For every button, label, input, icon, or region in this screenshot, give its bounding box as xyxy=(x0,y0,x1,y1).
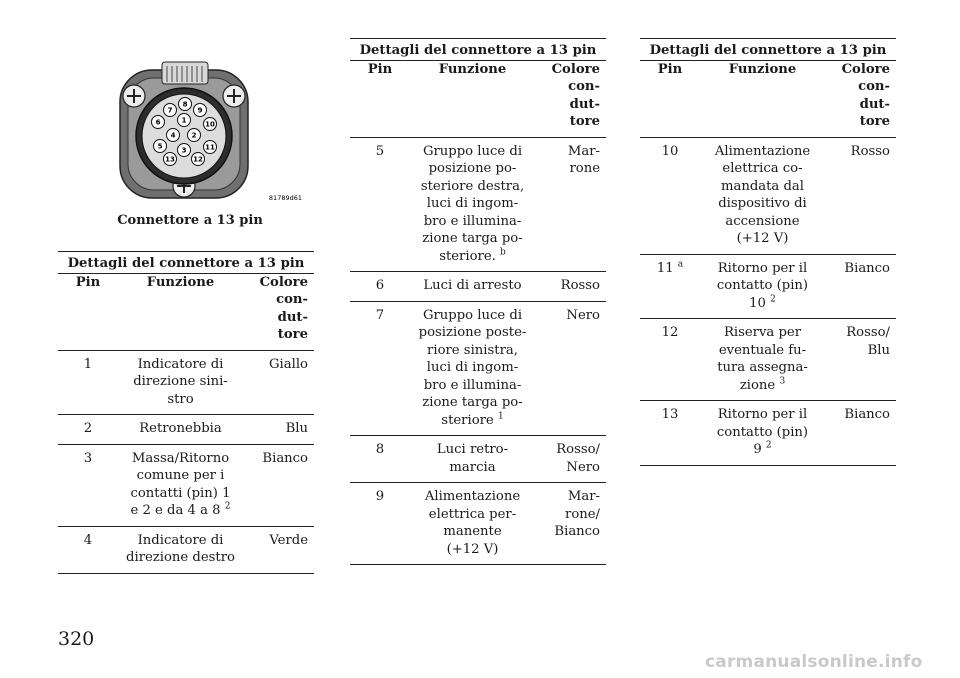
pin-number: 1 xyxy=(58,350,118,415)
pin-function: Luci retro- marcia xyxy=(410,436,535,483)
footnote-ref: 2 xyxy=(765,440,772,451)
table-row xyxy=(640,254,896,319)
table-row xyxy=(350,272,606,302)
wire-color: Verde xyxy=(243,526,314,573)
connector-figure xyxy=(100,56,320,206)
table-title: Dettagli del connettore a 13 pin xyxy=(350,39,606,61)
wire-color: Rosso/ Nero xyxy=(535,436,606,483)
footnote-ref: 3 xyxy=(779,376,786,387)
wire-color: Giallo xyxy=(243,350,314,415)
table-title: Dettagli del connettore a 13 pin xyxy=(640,39,896,61)
pin-number: 5 xyxy=(350,137,410,272)
table-title: Dettagli del connettore a 13 pin xyxy=(58,252,314,274)
header-colore: Colore con- dut- tore xyxy=(259,274,308,342)
pin-function: Massa/Ritorno comune per i contatti (pin) 1 e 2 e da 4 a 8 $^2$ xyxy=(118,444,243,526)
header-pin: Pin xyxy=(657,61,683,77)
screw-icon xyxy=(223,85,245,107)
wire-color: Bianco xyxy=(825,254,896,319)
pin-number: 4 xyxy=(58,526,118,573)
table-row xyxy=(58,526,314,573)
pin-function: Ritorno per il contatto (pin) 10 $^2$ xyxy=(700,254,825,319)
connector-pin-label: 3 xyxy=(181,146,187,155)
header-funzione: Funzione xyxy=(146,274,215,290)
pin-number: 13 xyxy=(640,401,700,466)
pin-number: 2 xyxy=(58,415,118,445)
connector-pin-label: 2 xyxy=(191,131,197,140)
footnote-ref: 2 xyxy=(224,501,231,512)
watermark: carmanualsonline.info xyxy=(705,652,923,672)
connector-pin-label: 9 xyxy=(197,106,203,115)
figure-caption: Connettore a 13 pin xyxy=(117,213,263,228)
table-row xyxy=(350,483,606,565)
pin-function: Indicatore di direzione destro xyxy=(118,526,243,573)
pin-function: Alimentazione elettrica co- mandata dal dispositivo di accensione (+12 V) xyxy=(700,137,825,254)
table-row xyxy=(350,137,606,272)
pin-number: 3 xyxy=(58,444,118,526)
pin-function: Luci di arresto xyxy=(410,272,535,302)
page-number: 320 xyxy=(58,628,95,650)
screw-icon xyxy=(123,85,145,107)
table-row xyxy=(640,137,896,254)
wire-color: Rosso xyxy=(535,272,606,302)
pin-number: 6 xyxy=(350,272,410,302)
table-row xyxy=(58,350,314,415)
pin-function: Alimentazione elettrica per- manente (+12 V) xyxy=(410,483,535,565)
pin-function: Gruppo luce di posizione poste- riore sinistra, luci di ingom- bro e illumina- zione targa po- steriore $^1$ xyxy=(410,301,535,436)
wire-color: Rosso/ Blu xyxy=(825,319,896,401)
table-row xyxy=(350,436,606,483)
connector-pin-label: 5 xyxy=(157,142,163,151)
footnote-ref: 1 xyxy=(497,411,504,422)
table-row xyxy=(58,415,314,445)
header-funzione: Funzione xyxy=(728,61,797,77)
pin-number: 8 xyxy=(350,436,410,483)
wire-color: Mar- rone xyxy=(535,137,606,272)
header-colore: Colore con- dut- tore xyxy=(551,61,600,129)
pin-function: Ritorno per il contatto (pin) 9 $^2$ xyxy=(700,401,825,466)
pin-table-2 xyxy=(350,38,606,565)
connector-pin-label: 4 xyxy=(170,131,176,140)
connector-pin-label: 6 xyxy=(155,118,161,127)
pin-number: 11 $^a$ xyxy=(640,254,700,319)
connector-pin-label: 13 xyxy=(165,155,175,164)
pin-number: 7 xyxy=(350,301,410,436)
wire-color: Bianco xyxy=(243,444,314,526)
connector-diagram xyxy=(100,56,320,206)
pin-table-1 xyxy=(58,251,314,574)
wire-color: Nero xyxy=(535,301,606,436)
figure-code: 81789d61 xyxy=(268,194,302,202)
pin-table-3 xyxy=(640,38,896,466)
connector-pin-label: 11 xyxy=(205,143,215,152)
pin-function: Retronebbia xyxy=(118,415,243,445)
header-pin: Pin xyxy=(75,274,101,290)
wire-color: Bianco xyxy=(825,401,896,466)
connector-pin-label: 1 xyxy=(181,116,187,125)
footnote-ref: b xyxy=(500,247,506,258)
connector-pin-label: 7 xyxy=(167,106,173,115)
wire-color: Rosso xyxy=(825,137,896,254)
header-funzione: Funzione xyxy=(438,61,507,77)
footnote-ref: a xyxy=(677,259,684,270)
table-row xyxy=(640,401,896,466)
table-row xyxy=(350,301,606,436)
header-pin: Pin xyxy=(367,61,393,77)
pin-function: Indicatore di direzione sini- stro xyxy=(118,350,243,415)
pin-number: 10 xyxy=(640,137,700,254)
footnote-ref: 2 xyxy=(770,294,776,305)
pin-function: Riserva per eventuale fu- tura assegna- zione $^3$ xyxy=(700,319,825,401)
connector-pin-label: 8 xyxy=(182,100,188,109)
pin-function: Gruppo luce di posizione po- steriore destra, luci di ingom- bro e illumina- zione targa po- steriore. $^b$ xyxy=(410,137,535,272)
table-row xyxy=(58,444,314,526)
pin-number: 9 xyxy=(350,483,410,565)
header-colore: Colore con- dut- tore xyxy=(841,61,890,129)
pin-number: 12 xyxy=(640,319,700,401)
connector-pin-label: 10 xyxy=(205,120,215,129)
table-row xyxy=(640,319,896,401)
wire-color: Mar- rone/ Bianco xyxy=(535,483,606,565)
wire-color: Blu xyxy=(243,415,314,445)
connector-pin-label: 12 xyxy=(193,155,203,164)
